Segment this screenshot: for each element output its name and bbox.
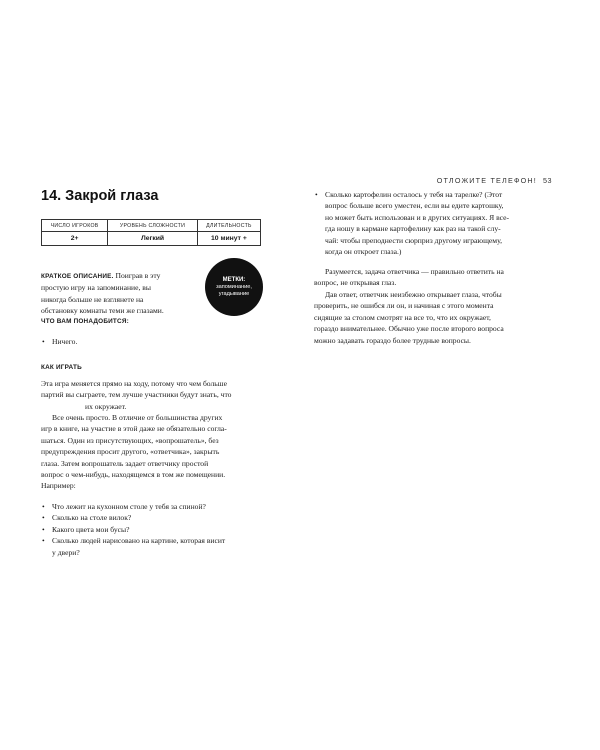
list-item: • Ничего.	[41, 336, 263, 347]
potato-question	[314, 189, 558, 257]
text-line: Какого цвета мои бусы?	[52, 524, 130, 534]
text-line: проверить, не ошибся ли он, и начиная с этого момента	[314, 301, 494, 311]
difficulty-header: УРОВЕНЬ СЛОЖНОСТИ	[108, 220, 198, 232]
how-paragraph-1	[41, 378, 263, 412]
text-line: глаза. Затем вопрошатель задает ответчику простой	[41, 458, 209, 468]
running-header	[437, 176, 552, 185]
followup-paragraph	[314, 289, 558, 346]
summary-label: КРАТКОЕ ОПИСАНИЕ.	[41, 273, 114, 280]
text-line: • Сколько картофелин осталось у тебя на тарелке? (Этот	[325, 190, 503, 199]
list-item	[41, 535, 263, 558]
text-line: чай: чтобы преподнести сюрприз другому играющему,	[325, 235, 503, 245]
chapter-title: 14. Закрой глаза	[41, 188, 159, 204]
text-line: можно задавать гораздо более трудные вопросы.	[314, 335, 471, 345]
text-line: • Сколько людей нарисовано на картине, которая висит	[52, 536, 226, 546]
game-info-table	[41, 219, 261, 246]
text-line: вопрос о чем-нибудь, находящемся в том же помещении.	[41, 470, 226, 480]
text-line: но может быть использован и в других ситуациях. Я все-	[325, 212, 510, 222]
text-line: шаться. Один из присутствующих, «вопрошатель», без	[41, 435, 219, 445]
players-header: ЧИСЛО ИГРОКОВ	[42, 220, 108, 232]
tags-badge	[205, 258, 263, 316]
running-title: ОТЛОЖИТЕ ТЕЛЕФОН!	[436, 176, 537, 185]
page-number: 53	[543, 176, 552, 185]
list-item	[41, 524, 263, 535]
tags-label: МЕТКИ:	[222, 276, 246, 283]
text-line: вопрос больше всего уместен, если вы едите картошку,	[325, 201, 504, 211]
summary-line: простую игру на запоминание, вы	[41, 283, 151, 293]
duration-header: ДЛИТЕЛЬНОСТЬ	[197, 220, 260, 232]
how-to-play-heading: КАК ИГРАТЬ	[41, 364, 82, 371]
list-item	[41, 501, 263, 512]
needs-list	[41, 336, 263, 347]
text-line: у двери?	[52, 547, 80, 557]
text-line: гда ношу в кармане картофелину как раз на такой слу-	[325, 224, 501, 234]
difficulty-value: Легкий	[108, 232, 198, 246]
text-line: Например:	[41, 481, 76, 491]
text-line: сидящие за столом смотрят на все то, что их окружает,	[314, 312, 491, 322]
list-item	[314, 189, 558, 257]
summary-line: Поиграв в эту	[115, 271, 161, 280]
text-line: Эта игра меняется прямо на ходу, потому что чем больше	[41, 379, 227, 388]
text-line: предупреждения просит другого, «ответчика», закрыть	[41, 447, 220, 457]
questions-list	[41, 501, 263, 558]
tag-guessing: угадывание	[218, 291, 250, 297]
needs-heading: ЧТО ВАМ ПОНАДОБИТСЯ:	[41, 318, 129, 325]
text-line: партий вы сыграете, тем лучше участники будут знать, что	[41, 390, 232, 400]
text-line: гораздо внимательнее. Обычно уже после второго вопроса	[314, 324, 504, 334]
answer-paragraph	[314, 266, 558, 289]
text-line: вопрос, не открывая глаз.	[314, 278, 397, 288]
summary-line: никогда больше не взглянете на	[41, 294, 144, 304]
text-line: Дав ответ, ответчик неизбежно открывает глаза, чтобы	[325, 290, 502, 299]
text-line: когда он откроет глаза.)	[325, 247, 402, 257]
how-paragraph-2	[41, 412, 263, 492]
duration-value: 10 минут +	[197, 232, 260, 246]
summary-line: обстановку комнаты теми же глазами.	[41, 306, 164, 316]
summary-block	[41, 270, 198, 317]
text-line: Что лежит на кухонном столе у тебя за спиной?	[52, 502, 206, 511]
text-line: Сколько на столе вилок?	[52, 513, 132, 523]
text-line: их окружает.	[85, 401, 127, 411]
players-value: 2+	[42, 232, 108, 246]
text-line: Разумеется, задача ответчика — правильно ответить на	[325, 267, 504, 276]
text-line: Все очень просто. В отличие от большинства других	[52, 413, 223, 422]
list-item	[41, 512, 263, 523]
tag-memory: запоминание,	[216, 283, 252, 290]
text-line: игр в книге, на участие в этой даже не обязательно согла-	[41, 424, 227, 434]
